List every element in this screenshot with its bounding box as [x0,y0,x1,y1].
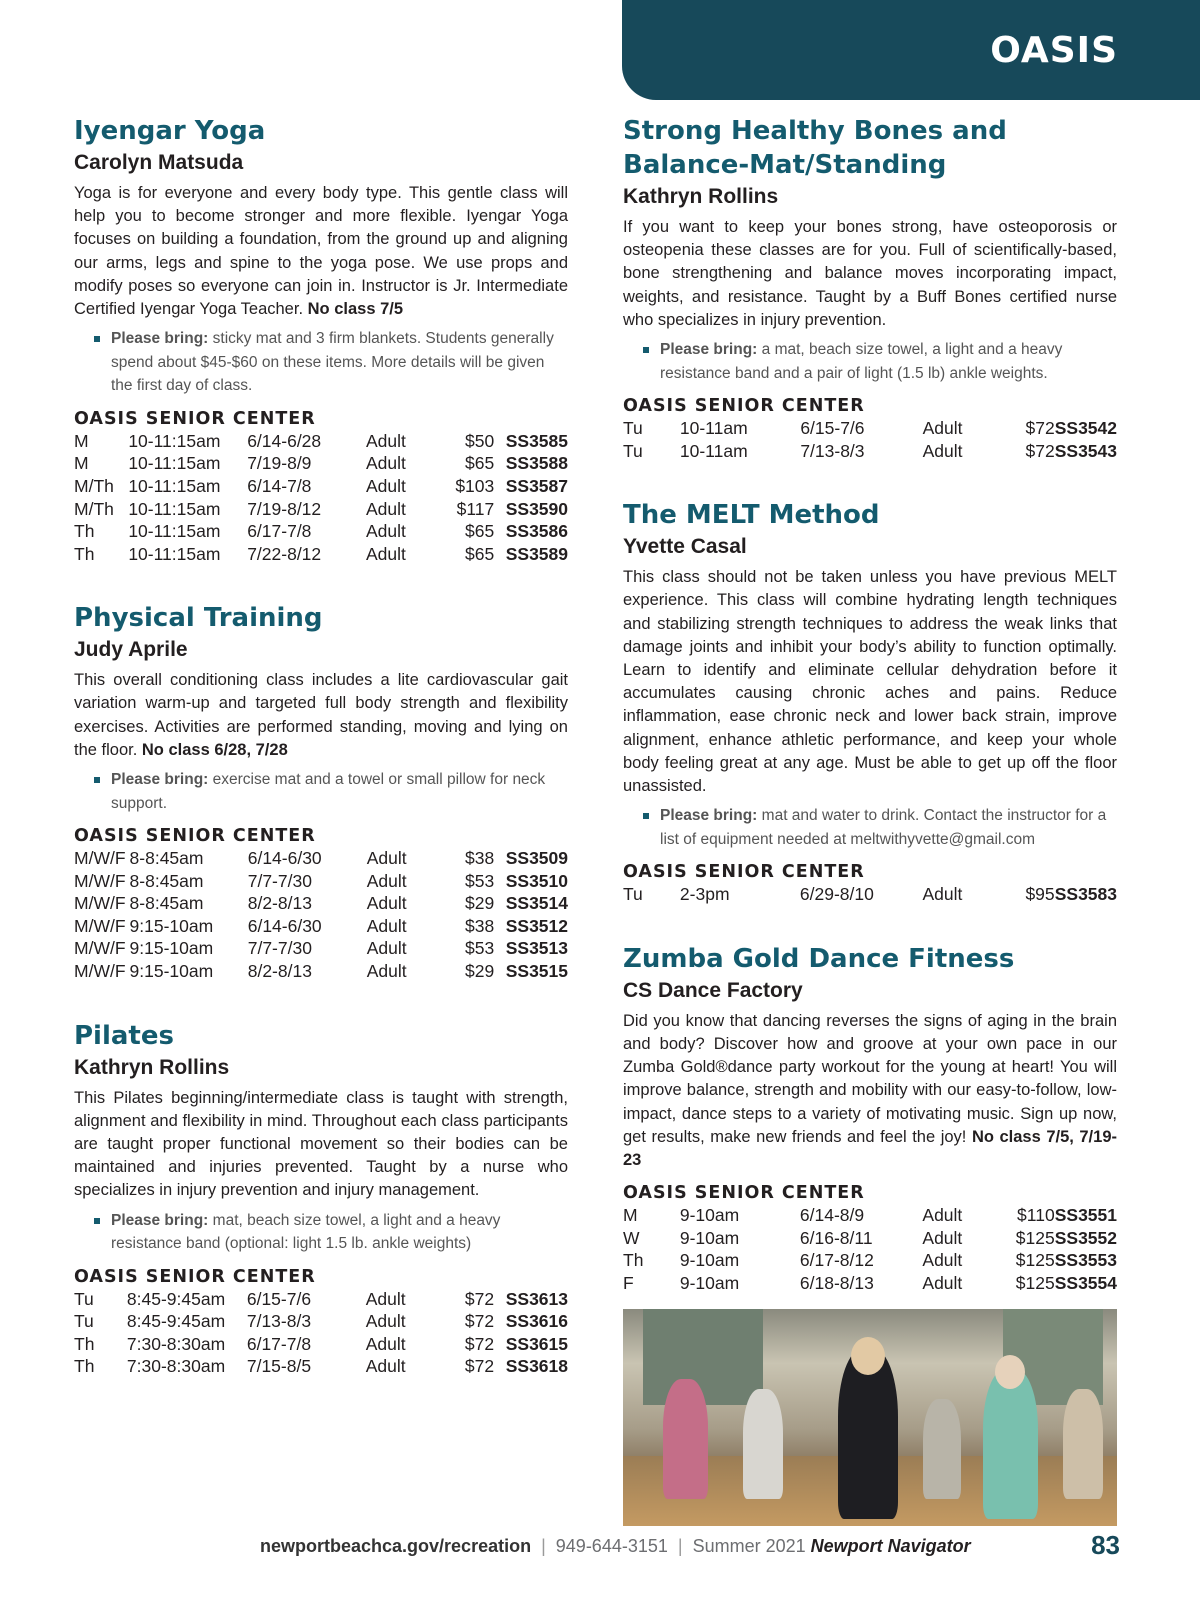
day-cell: Tu [623,440,643,461]
dates-cell: 6/16-8/11 [799,1227,873,1248]
dates-cell: 6/14-6/30 [247,848,322,869]
age-cell: Adult [922,1250,963,1271]
age-cell: Adult [366,870,407,891]
time-cell: 2-3pm [679,884,730,905]
fee-cell: $50 [465,430,495,451]
bullet-icon [94,777,100,783]
photo-dancer [983,1369,1038,1519]
description-text: Yoga is for everyone and every body type. This gentle class will help you to become stronger and more flexible. Iyengar Yoga focuses on building a foundation, from the ground up and aligning our arms, legs and spine to the yoga pose. We use props and modify poses so everyone can join in. Instructor is Jr. Intermediate Certified Iyengar Yoga Teacher. [74,184,568,319]
photo-dancer [923,1399,961,1499]
fee-cell: $38 [465,915,495,936]
time-cell: 8:45-9:45am [126,1311,226,1332]
dates-cell: 6/17-7/8 [247,521,312,542]
fee-cell: $29 [465,961,495,982]
course-code-cell[interactable]: SS3509 [505,848,568,869]
description-text: This class should not be taken unless you have previous MELT experience. This class will combine hydrating length techniques and stabilizing strength techniques to address the weak links that damage joints and inhibit your body’s ability to function optimally. Learn to identify and eliminate cellular dehydration before it accumulates causing chronic aches and pains. Reduce inflammation, ease chronic neck and lower back strain, improve alignment, enhance athletic performance, and keep your whole body feeling great at any age. Must be able to get up off the floor unassisted. [623,568,1117,796]
day-cell: Tu [623,884,643,905]
description-text: If you want to keep your bones strong, have osteoporosis or osteopenia these classes are for you. Full of scientifically-based, bone strengthening and balance moves incorporating impact, weights, and resistance. Taught by a Buff Bones certified nurse who specializes in injury prevention. [623,218,1117,329]
schedule-row [623,883,1117,906]
season-label: Summer 2021 [692,1536,806,1556]
photo-dancer [1063,1389,1103,1499]
location-heading: OASIS SENIOR CENTER [74,408,316,429]
course-code-cell[interactable]: SS3618 [505,1356,568,1377]
schedule-table [623,417,1117,462]
bullet-icon [643,347,649,353]
course-code-cell[interactable]: SS3515 [505,961,568,982]
day-cell: Tu [623,418,643,439]
day-cell: Tu [74,1288,94,1309]
time-cell: 8-8:45am [129,893,204,914]
day-cell: Tu [74,1311,94,1332]
class-description [74,182,568,321]
bullet-icon [94,1218,100,1224]
magazine-name: Newport Navigator [810,1536,971,1556]
phone-number: 949-644-3151 [555,1536,668,1556]
fee-cell: $72 [1025,418,1055,439]
time-cell: 10-11:15am [128,498,221,519]
day-cell: M/W/F [74,870,126,891]
day-cell: Th [623,1250,644,1271]
please-bring-item [623,338,1117,385]
dates-cell: 7/13-8/3 [246,1311,312,1332]
fee-cell: $65 [465,453,495,474]
age-cell: Adult [922,440,963,461]
day-cell: M [74,430,89,451]
photo-dancer [663,1379,708,1499]
please-bring-label: Please bring: [111,1211,209,1229]
class-title: Iyengar Yoga [74,116,266,146]
time-cell: 8:45-9:45am [126,1288,226,1309]
time-cell: 9-10am [679,1227,740,1248]
time-cell: 10-11:15am [128,453,221,474]
age-cell: Adult [366,915,407,936]
class-section [623,114,1117,462]
class-description [74,1087,568,1203]
course-code-cell[interactable]: SS3543 [1054,440,1117,461]
description-text: This Pilates beginning/intermediate class is taught with strength, alignment and flexibility in mind. Throughout each class participants are taught proper functional movement so their bodies can be maintained and injuries prevented. Taught by a nurse who specializes in injury prevention and injury management. [74,1088,568,1200]
day-cell: M [623,1205,638,1226]
dates-cell: 7/7-7/30 [247,870,312,891]
schedule-row [623,417,1117,440]
schedule-table [623,1204,1117,1294]
schedule-row [623,440,1117,463]
age-cell: Adult [922,1227,963,1248]
age-cell: Adult [366,475,406,496]
instructor-name: CS Dance Factory [623,978,803,1002]
schedule-row [74,1310,568,1333]
photo-dancer-head [995,1355,1025,1389]
schedule-row [623,1204,1117,1227]
dates-cell: 7/13-8/3 [800,440,865,461]
course-code-cell[interactable]: SS3589 [505,543,568,564]
bullet-icon [94,336,100,342]
schedule-table [623,883,1117,906]
footer-separator: | [677,1536,683,1556]
time-cell: 10-11am [679,418,748,439]
no-class-note: No class 6/28, 7/28 [141,740,288,759]
schedule-table [74,1288,568,1378]
class-title: Physical Training [74,603,323,634]
day-cell: M/W/F [74,893,126,914]
course-code-cell[interactable]: SS3588 [505,453,568,474]
schedule-row [74,520,568,543]
left-column [74,114,568,1414]
dates-cell: 8/2-8/13 [247,893,312,914]
day-cell: M/Th [74,475,114,496]
please-bring-item [74,327,568,398]
age-cell: Adult [922,418,963,439]
time-cell: 9-10am [679,1205,740,1226]
class-description [74,669,568,762]
age-cell: Adult [366,543,406,564]
age-cell: Adult [365,1311,406,1332]
zumba-class-photo [623,1309,1117,1526]
dates-cell: 6/14-7/8 [247,475,312,496]
schedule-row [74,915,568,938]
course-code-cell[interactable]: SS3551 [1054,1205,1117,1226]
instructor-name: Yvette Casal [623,535,747,559]
age-cell: Adult [922,884,963,905]
time-cell: 10-11am [679,440,748,461]
course-code-cell[interactable]: SS3542 [1054,418,1117,439]
please-bring-text: a mat, beach size towel, a light and a heavy resistance band and a pair of light (1.5 lb) ankle weights. [660,341,1063,382]
fee-cell: $53 [465,870,495,891]
fee-cell: $65 [465,543,495,564]
dates-cell: 6/18-8/13 [799,1273,874,1294]
please-bring-label: Please bring: [660,807,758,825]
schedule-table [74,847,568,983]
age-cell: Adult [366,498,406,519]
schedule-row [74,475,568,498]
schedule-row [74,543,568,566]
day-cell: Th [74,521,95,542]
class-description [623,566,1117,798]
course-code-cell[interactable]: SS3613 [505,1288,568,1309]
fee-cell: $95 [1025,884,1055,905]
age-cell: Adult [365,1356,406,1377]
class-title: The MELT Method [623,500,880,531]
age-cell: Adult [366,521,406,542]
class-section [74,1019,568,1378]
please-bring-text: exercise mat and a towel or small pillow for neck support. [111,771,546,812]
location-heading: OASIS SENIOR CENTER [623,862,865,883]
footer-separator: | [541,1536,546,1556]
day-cell: M/W/F [74,961,126,982]
course-code-cell[interactable]: SS3512 [505,915,568,936]
schedule-row [623,1272,1117,1295]
class-title: Zumba Gold Dance Fitness [623,943,1015,974]
course-code-cell[interactable]: SS3615 [505,1333,568,1354]
course-code-cell[interactable]: SS3513 [505,938,568,959]
day-cell: M/Th [74,498,114,519]
course-code-cell[interactable]: SS3554 [1054,1273,1117,1294]
time-cell: 9:15-10am [129,938,214,959]
dates-cell: 6/29-8/10 [799,884,874,905]
time-cell: 9-10am [679,1250,740,1271]
right-column [623,114,1117,1526]
fee-cell: $72 [1025,440,1055,461]
dates-cell: 6/17-8/12 [799,1250,874,1271]
no-class-note: No class 7/5, 7/19-23 [623,1127,1117,1170]
class-section [74,601,568,982]
dates-cell: 6/14-6/30 [247,915,322,936]
day-cell: M/W/F [74,915,126,936]
class-description [623,1010,1117,1172]
dates-cell: 7/19-8/9 [247,453,312,474]
time-cell: 9:15-10am [129,915,214,936]
day-cell: Th [74,1333,95,1354]
course-code-cell[interactable]: SS3510 [505,870,568,891]
schedule-row [74,847,568,870]
time-cell: 7:30-8:30am [126,1333,226,1354]
time-cell: 10-11:15am [128,521,221,542]
dates-cell: 6/15-7/6 [800,418,865,439]
schedule-row [623,1227,1117,1250]
location-heading: OASIS SENIOR CENTER [74,826,316,847]
fee-cell: $125 [1015,1227,1055,1248]
fee-cell: $72 [464,1311,495,1332]
section-tab [622,0,1200,100]
fee-cell: $125 [1015,1273,1055,1294]
course-code-cell[interactable]: SS3585 [505,430,568,451]
fee-cell: $65 [465,521,495,542]
please-bring-label: Please bring: [111,330,209,348]
description-text: This overall conditioning class includes a lite cardiovascular gait variation warm-up and targeted full body strength and flexibility exercises. Activities are performed standing, moving and lying on the floor. [74,671,568,759]
dates-cell: 8/2-8/13 [247,961,312,982]
fee-cell: $117 [456,498,495,519]
please-bring-text: mat, beach size towel, a light and a heavy resistance band (optional: light 1.5 lb. ankle weights) [111,1211,501,1253]
class-section [623,498,1117,906]
description-text: Did you know that dancing reverses the signs of aging in the brain and body? Discover how and groove at your own pace in our Zumba Gold®dance party workout for the young at heart! You will improve balance, strength and mobility with our easy-to-follow, low-impact, dance steps to a variety of motivating music. Sign up now, get results, make new friends and feel the joy! [623,1011,1117,1146]
fee-cell: $72 [464,1288,495,1309]
schedule-row [74,498,568,521]
age-cell: Adult [922,1273,963,1294]
schedule-row [74,937,568,960]
dates-cell: 6/17-7/8 [246,1333,312,1354]
dates-cell: 7/15-8/5 [246,1356,312,1377]
age-cell: Adult [365,1288,406,1309]
fee-cell: $110 [1017,1205,1055,1226]
fee-cell: $72 [464,1333,495,1354]
location-heading: OASIS SENIOR CENTER [623,396,865,417]
course-code-cell[interactable]: SS3514 [505,893,568,914]
course-code-cell[interactable]: SS3583 [1054,884,1117,905]
class-title: Pilates [74,1020,174,1051]
no-class-note: No class 7/5 [307,300,404,319]
photo-dancer [743,1389,783,1499]
schedule-row [74,960,568,983]
day-cell: Th [74,1356,95,1377]
fee-cell: $125 [1015,1250,1055,1271]
time-cell: 8-8:45am [129,870,204,891]
dates-cell: 6/15-7/6 [246,1288,312,1309]
dates-cell: 7/19-8/12 [247,498,322,519]
age-cell: Adult [366,848,407,869]
class-section [623,942,1117,1295]
bullet-icon [643,813,649,819]
age-cell: Adult [366,961,407,982]
schedule-row [74,870,568,893]
schedule-row [74,1333,568,1356]
course-code-cell[interactable]: SS3586 [505,521,568,542]
class-title: Strong Healthy Bones and Balance-Mat/Standing [623,116,1007,180]
page-footer [260,1530,1120,1566]
fee-cell: $29 [465,893,495,914]
time-cell: 10-11:15am [128,543,221,564]
schedule-row [74,892,568,915]
age-cell: Adult [366,893,407,914]
please-bring-label: Please bring: [660,341,758,359]
fee-cell: $38 [465,848,495,869]
please-bring-text: mat and water to drink. Contact the instructor for a list of equipment needed at meltwithyvette@gmail.com [660,807,1107,848]
day-cell: Th [74,543,95,564]
location-heading: OASIS SENIOR CENTER [74,1266,316,1287]
age-cell: Adult [922,1205,963,1226]
schedule-table [74,430,568,566]
schedule-row [74,430,568,453]
course-code-cell[interactable]: SS3587 [505,475,568,496]
schedule-row [623,1249,1117,1272]
instructor-name: Kathryn Rollins [74,1055,230,1079]
please-bring-label: Please bring: [111,771,209,789]
class-section [74,114,568,565]
dates-cell: 6/14-8/9 [799,1205,865,1226]
course-code-cell[interactable]: SS3553 [1054,1250,1117,1271]
instructor-name: Carolyn Matsuda [74,151,244,174]
age-cell: Adult [366,453,406,474]
day-cell: W [623,1227,640,1248]
course-code-cell[interactable]: SS3590 [505,498,568,519]
age-cell: Adult [365,1333,406,1354]
day-cell: M [74,453,89,474]
schedule-row [74,452,568,475]
location-heading: OASIS SENIOR CENTER [623,1183,865,1204]
day-cell: M/W/F [74,848,126,869]
class-description [623,216,1117,332]
course-code-cell[interactable]: SS3552 [1054,1227,1117,1248]
day-cell: F [623,1273,634,1294]
age-cell: Adult [366,430,406,451]
time-cell: 9-10am [679,1273,740,1294]
time-cell: 8-8:45am [129,848,204,869]
section-title: OASIS [990,30,1118,71]
photo-dancer-head [851,1337,885,1375]
time-cell: 7:30-8:30am [126,1356,226,1377]
please-bring-item [74,1209,568,1256]
please-bring-text: sticky mat and 3 firm blankets. Students generally spend about $45-$60 on these items. More details will be given the first day of class. [111,330,554,395]
course-code-cell[interactable]: SS3616 [505,1311,568,1332]
instructor-name: Kathryn Rollins [623,185,779,208]
time-cell: 10-11:15am [128,475,221,496]
please-bring-item [74,768,568,815]
please-bring-item [623,804,1117,851]
day-cell: M/W/F [74,938,126,959]
fee-cell: $103 [455,475,495,496]
dates-cell: 7/7-7/30 [247,938,312,959]
page-number: 83 [1091,1530,1120,1560]
photo-window [643,1309,763,1405]
time-cell: 10-11:15am [128,430,221,451]
schedule-row [74,1288,568,1311]
schedule-row [74,1355,568,1378]
website-link[interactable]: newportbeachca.gov/recreation [260,1536,532,1556]
fee-cell: $53 [465,938,495,959]
instructor-name: Judy Aprile [74,638,188,662]
dates-cell: 6/14-6/28 [247,430,322,451]
dates-cell: 7/22-8/12 [247,543,322,564]
fee-cell: $72 [464,1356,495,1377]
time-cell: 9:15-10am [129,961,214,982]
age-cell: Adult [366,938,407,959]
